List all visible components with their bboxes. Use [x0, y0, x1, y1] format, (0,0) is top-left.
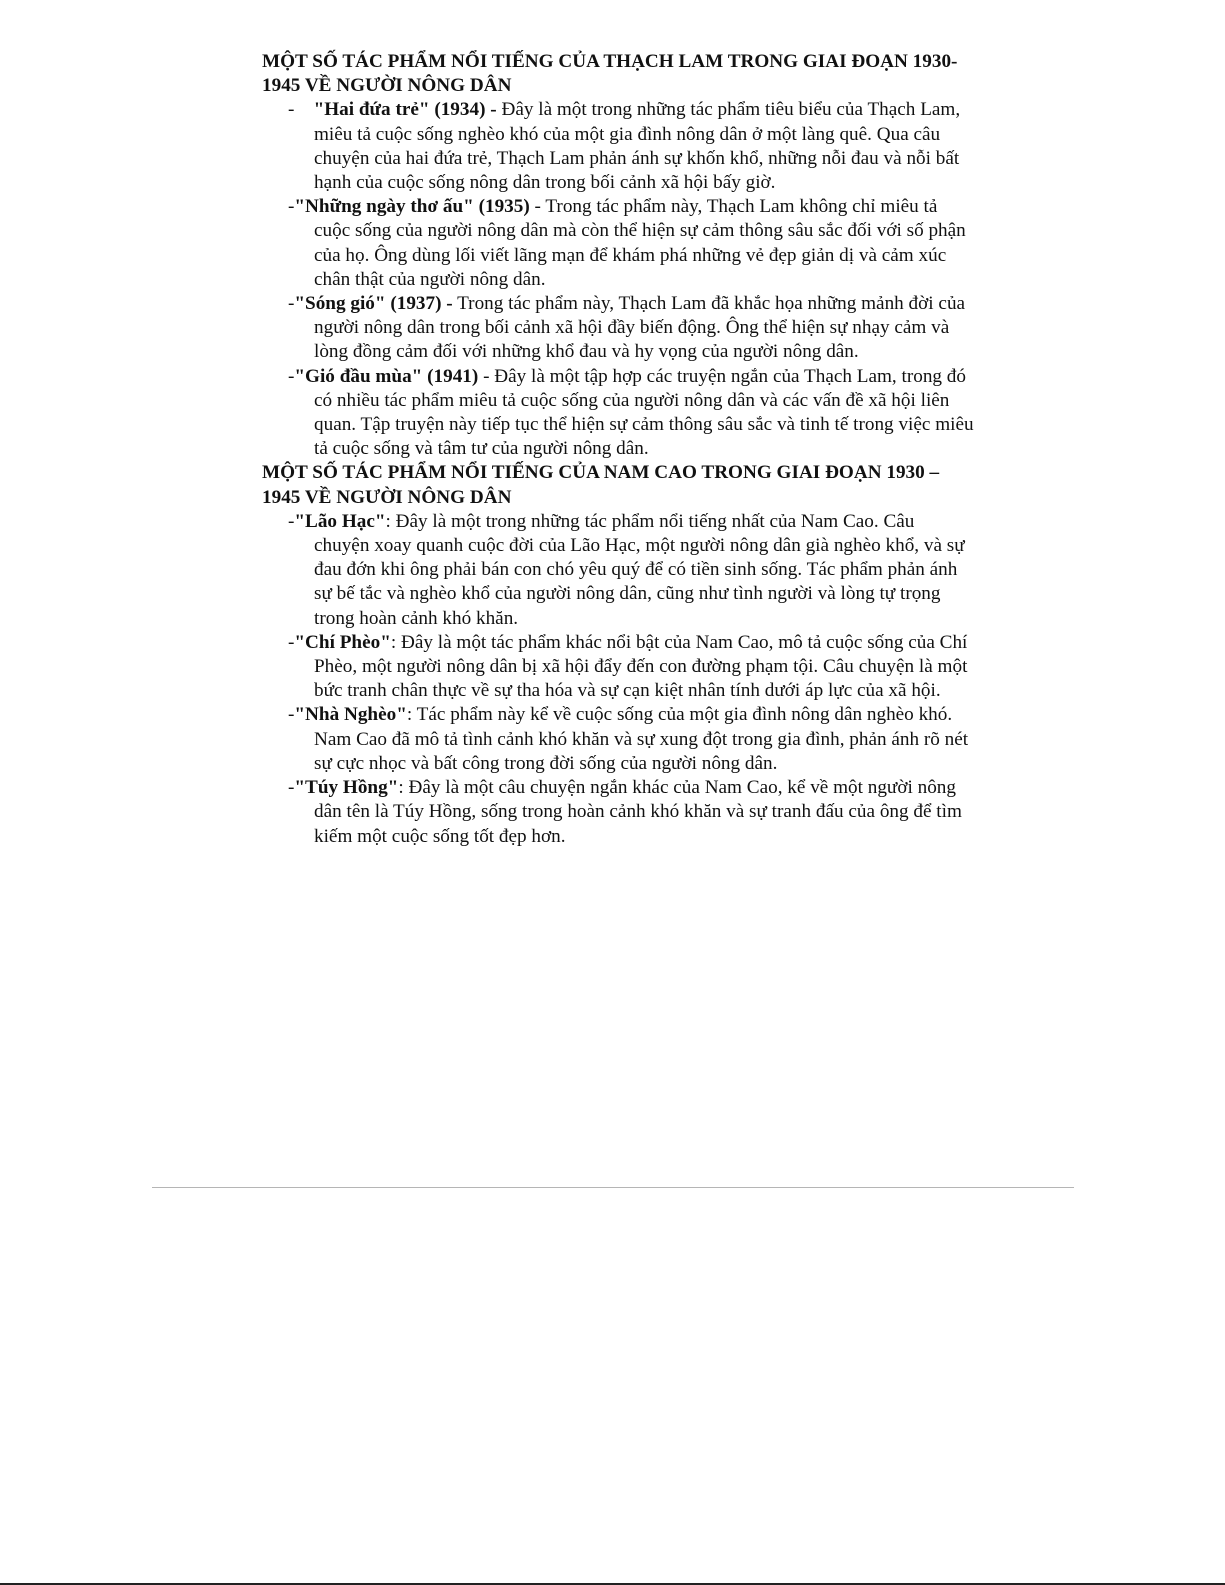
- list-item: [262, 292, 974, 365]
- work-title: "Nhà Nghèo": [294, 704, 407, 726]
- list-item: [262, 365, 974, 462]
- list-item: [262, 195, 974, 292]
- work-title: "Chí Phèo": [294, 631, 391, 653]
- work-description: Trong tác phẩm này, Thạch Lam đã khắc họa những mảnh đời của người nông dân trong bối cảnh xã hội đầy biến động. Ông thể hiện sự nhạy cảm và lòng đồng cảm đối với những khổ đau và hy vọng của người nông dân.: [314, 293, 966, 363]
- list-item-prefix: -: [288, 196, 295, 218]
- list-item-prefix: -: [288, 777, 295, 799]
- section-thach-lam: [262, 50, 974, 461]
- list-item: [262, 703, 974, 776]
- work-description: Đây là một trong những tác phẩm tiêu biểu của Thạch Lam, miêu tả cuộc sống nghèo khó của một gia đình nông dân ở một làng quê. Qua câu chuyện của hai đứa trẻ, Thạch Lam phản ánh sự khốn khổ, những nỗi đau và nỗi bất hạnh của cuộc sống nông dân trong bối cảnh xã hội bấy giờ.: [314, 99, 961, 194]
- list-item-prefix: -: [288, 99, 314, 121]
- section-heading: MỘT SỐ TÁC PHẨM NỔI TIẾNG CỦA NAM CAO TRONG GIAI ĐOẠN 1930 – 1945 VỀ NGƯỜI NÔNG DÂN: [262, 462, 940, 508]
- list-item-prefix: -: [288, 510, 295, 532]
- page-divider: [152, 1187, 1074, 1188]
- list-item-prefix: -: [288, 631, 295, 653]
- work-description: : Đây là một trong những tác phẩm nổi tiếng nhất của Nam Cao. Câu chuyện xoay quanh cuộc đời của Lão Hạc, một người nông dân già nghèo khổ, và sự đau đớn khi ông phải bán con chó yêu quý để có tiền sinh sống. Tác phẩm phản ánh sự bế tắc và nghèo khổ của người nông dân, cũng như tình người và lòng tự trọng trong hoàn cảnh khó khăn.: [314, 510, 965, 629]
- section-heading: MỘT SỐ TÁC PHẨM NỔI TIẾNG CỦA THẠCH LAM TRONG GIAI ĐOẠN 1930-1945 VỀ NGƯỜI NÔNG DÂN: [262, 51, 958, 97]
- work-title: "Sóng gió" (1937) -: [294, 293, 453, 315]
- work-title: "Gió đầu mùa" (1941): [294, 365, 479, 387]
- list-item: [262, 776, 974, 849]
- section-nam-cao: [262, 461, 974, 848]
- document-body: [262, 50, 974, 849]
- work-title: "Những ngày thơ ấu" (1935): [294, 196, 530, 218]
- work-description: : Đây là một câu chuyện ngắn khác của Nam Cao, kể về một người nông dân tên là Túy Hồng, sống trong hoàn cảnh khó khăn và sự tranh đấu của ông để tìm kiếm một cuộc sống tốt đẹp hơn.: [314, 777, 962, 847]
- work-description: - Trong tác phẩm này, Thạch Lam không chỉ miêu tả cuộc sống của người nông dân mà còn thể hiện sự cảm thông sâu sắc đối với số phận của họ. Ông dùng lối viết lãng mạn để khám phá những vẻ đẹp giản dị và cảm xúc chân thật của người nông dân.: [314, 196, 966, 290]
- list-item-prefix: -: [288, 293, 295, 315]
- list-item-prefix: -: [288, 704, 295, 726]
- work-title: "Lão Hạc": [294, 510, 386, 532]
- work-title: "Túy Hồng": [294, 777, 399, 799]
- work-description: : Đây là một tác phẩm khác nổi bật của Nam Cao, mô tả cuộc sống của Chí Phèo, một người nông dân bị xã hội đẩy đến con đường phạm tội. Câu chuyện là một bức tranh chân thực về sự tha hóa và sự cạn kiệt nhân tính dưới áp lực của xã hội.: [314, 631, 968, 702]
- list-item-prefix: -: [288, 365, 295, 387]
- list-item: [262, 631, 974, 704]
- work-title: "Hai đứa trẻ" (1934) -: [313, 99, 497, 121]
- work-description: : Tác phẩm này kể về cuộc sống của một gia đình nông dân nghèo khó. Nam Cao đã mô tả tình cảnh khó khăn và sự xung đột trong gia đình, phản ánh rõ nét sự cực nhọc và bất công trong đời sống của người nông dân.: [314, 704, 969, 774]
- list-item: [262, 510, 974, 631]
- work-description: - Đây là một tập hợp các truyện ngắn của Thạch Lam, trong đó có nhiều tác phẩm miêu tả cuộc sống của người nông dân và các vấn đề xã hội liên quan. Tập truyện này tiếp tục thể hiện sự cảm thông sâu sắc và tinh tế trong việc miêu tả cuộc sống và tâm tư của người nông dân.: [314, 365, 974, 460]
- list-item: [262, 98, 974, 195]
